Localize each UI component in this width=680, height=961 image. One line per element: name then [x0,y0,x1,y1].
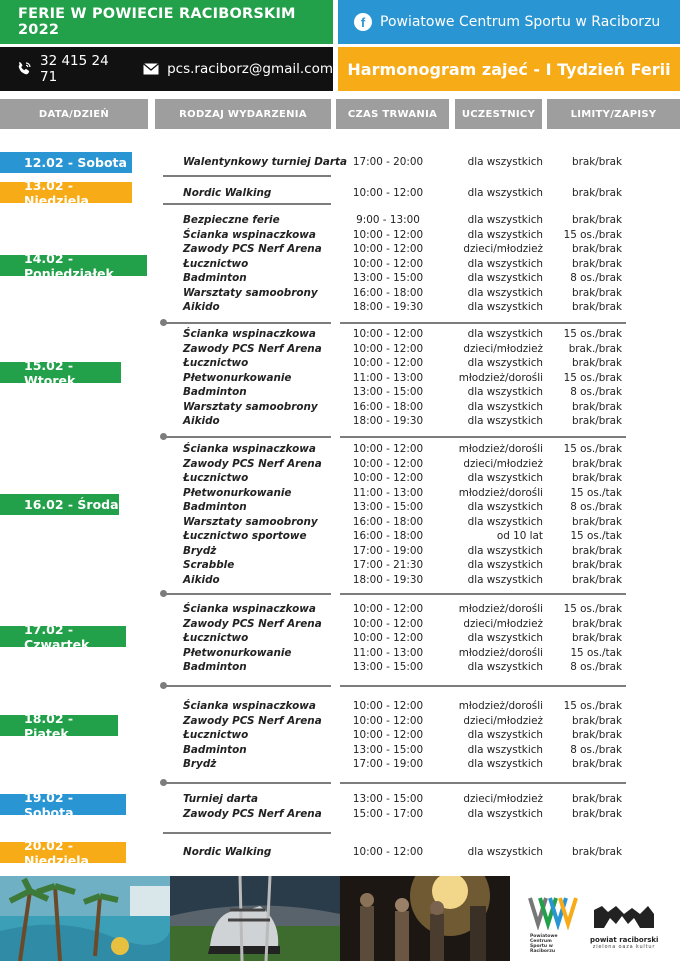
facebook-icon: f [354,13,372,31]
event-name: Łucznictwo [183,357,249,369]
event-limits: 8 os./brak [570,743,622,756]
photo-nordic-walking [170,876,340,961]
event-time: 16:00 - 18:00 [352,400,424,413]
event-row [183,327,623,342]
event-participants: dla wszystkich [467,415,543,427]
separator-dot [160,779,167,786]
event-limits: brak/brak [571,573,622,586]
event-limits: 15 os./tak [570,530,622,542]
separator-line [340,685,626,687]
event-name: Badminton [183,501,247,513]
event-limits: brak/brak [571,415,622,427]
separator-line [163,832,331,834]
event-name: Aikido [183,301,220,313]
day-label: 17.02 - Czwartek [0,626,126,647]
separator-line [163,322,331,324]
event-participants: dzieci/młodzież [463,457,543,470]
col-header-duration: CZAS TRWANIA [336,99,449,129]
event-participants: dla wszystkich [467,632,543,644]
event-name: Badminton [183,661,247,673]
event-time: 16:00 - 18:00 [352,530,424,542]
event-name: Zawody PCS Nerf Arena [183,714,322,727]
event-limits: 8 os./brak [570,501,622,513]
event-row [183,544,623,559]
event-name: Warsztaty samoobrony [183,400,318,413]
event-participants: dla wszystkich [467,743,543,756]
event-name: Scrabble [183,559,235,571]
event-time: 18:00 - 19:30 [352,415,424,427]
event-time: 10:00 - 12:00 [352,632,424,644]
event-limits: brak/brak [571,301,622,313]
event-time: 10:00 - 12:00 [352,617,424,630]
event-limits: brak/brak [571,807,622,820]
event-participants: dla wszystkich [467,501,543,513]
event-name: Brydż [183,758,217,770]
event-time: 13:00 - 15:00 [352,501,424,513]
event-row [183,414,623,429]
event-participants: dla wszystkich [467,286,543,299]
event-limits: 15 os./brak [563,228,622,241]
event-limits: brak/brak [571,286,622,299]
event-row [183,242,623,257]
event-participants: dla wszystkich [467,214,543,226]
logo-powiat-subtitle: zielona oaza kultur [592,944,656,950]
event-time: 13:00 - 15:00 [352,386,424,398]
event-row [183,271,623,286]
event-limits: brak/brak [571,457,622,470]
event-time: 11:00 - 13:00 [352,486,424,499]
day-label: 16.02 - Środa [0,494,119,515]
event-row [183,457,623,472]
col-header-limits: LIMITY/ZAPISY [547,99,680,129]
event-time: 13:00 - 15:00 [352,272,424,284]
event-time: 16:00 - 18:00 [352,286,424,299]
event-row [183,442,623,457]
event-time: 10:00 - 12:00 [352,243,424,255]
event-limits: brak/brak [571,243,622,255]
event-participants: dla wszystkich [467,661,543,673]
event-limits: 15 os./brak [563,328,622,340]
event-row [183,400,623,415]
event-limits: brak/brak [571,214,622,226]
event-limits: brak/brak [571,617,622,630]
separator-line [340,322,626,324]
event-limits: brak/brak [571,472,622,484]
event-row [183,486,623,501]
event-participants: dla wszystkich [467,386,543,398]
event-limits: brak/brak [571,357,622,369]
header-title: FERIE W POWIECIE RACIBORSKIM 2022 [0,0,333,44]
contact-bar [0,47,333,91]
event-limits: brak/brak [571,729,622,741]
event-row [183,714,623,729]
event-row [183,186,623,201]
mail-icon [143,63,159,75]
event-participants: młodzież/dorośli [458,700,543,712]
event-name: Ścianka wspinaczkowa [183,328,316,340]
event-name: Walentynkowy turniej Darta [183,156,347,168]
separator-dot [160,433,167,440]
event-participants: młodzież/dorośli [458,646,543,659]
event-time: 18:00 - 19:30 [352,301,424,313]
event-time: 10:00 - 12:00 [352,846,424,858]
event-limits: brak/brak [571,187,622,199]
event-name: Warsztaty samoobrony [183,286,318,299]
event-name: Łucznictwo [183,472,249,484]
event-participants: od 10 lat [496,530,543,542]
event-participants: dzieci/młodzież [463,342,543,355]
event-limits: brak/brak [571,632,622,644]
event-row [183,529,623,544]
event-name: Badminton [183,743,247,756]
event-time: 10:00 - 12:00 [352,443,424,455]
logo-pcs [528,894,578,954]
event-row [183,385,623,400]
separator-dot [160,590,167,597]
photo-strip [0,876,510,961]
event-participants: dla wszystkich [467,301,543,313]
day-label: 19.02 - Sobota [0,794,126,815]
separator-dot [160,319,167,326]
event-name: Zawody PCS Nerf Arena [183,807,322,820]
event-name: Zawody PCS Nerf Arena [183,342,322,355]
day-label: 15.02 - Wtorek [0,362,121,383]
event-name: Ścianka wspinaczkowa [183,700,316,712]
event-row [183,228,623,243]
col-header-event: RODZAJ WYDARZENIA [155,99,331,129]
event-limits: brak/brak [571,758,622,770]
separator-dot [160,682,167,689]
event-row [183,573,623,588]
event-limits: brak/brak [571,257,622,270]
event-name: Łucznictwo sportowe [183,530,307,542]
event-participants: dla wszystkich [467,257,543,270]
event-time: 10:00 - 12:00 [352,342,424,355]
event-participants: dzieci/młodzież [463,617,543,630]
separator-line [163,782,331,784]
event-participants: dla wszystkich [467,187,543,199]
event-time: 13:00 - 15:00 [352,743,424,756]
day-label: 13.02 - Niedziela [0,182,132,203]
event-limits: 8 os./brak [570,661,622,673]
event-row [183,500,623,515]
event-participants: młodzież/dorośli [458,371,543,384]
separator-line [340,593,626,595]
separator-line [163,203,331,205]
col-header-date: DATA/DZIEŃ [0,99,148,129]
event-participants: dla wszystkich [467,228,543,241]
event-limits: 15 os./tak [570,646,622,659]
event-time: 10:00 - 12:00 [352,328,424,340]
event-time: 18:00 - 19:30 [352,573,424,586]
event-participants: dla wszystkich [467,272,543,284]
event-limits: brak/brak [571,846,622,858]
day-label: 12.02 - Sobota [0,152,132,173]
event-row [183,617,623,632]
event-limits: brak/brak [571,714,622,727]
event-row [183,845,623,860]
photo-climbing [340,876,510,961]
event-name: Badminton [183,386,247,398]
event-name: Aikido [183,573,220,586]
event-limits: 15 os./brak [563,371,622,384]
event-participants: dla wszystkich [467,729,543,741]
event-time: 13:00 - 15:00 [352,661,424,673]
event-participants: młodzież/dorośli [458,486,543,499]
event-participants: dla wszystkich [467,328,543,340]
event-participants: dla wszystkich [467,515,543,528]
event-row [183,300,623,315]
event-row [183,371,623,386]
event-name: Łucznictwo [183,729,249,741]
event-limits: brak/brak [571,400,622,413]
event-participants: dla wszystkich [467,156,543,168]
event-time: 10:00 - 12:00 [352,228,424,241]
event-participants: dzieci/młodzież [463,243,543,255]
event-row [183,213,623,228]
event-time: 10:00 - 12:00 [352,603,424,615]
event-row [183,342,623,357]
logo-pcs-text: Powiatowe Centrum Sportu w Raciborzu [530,934,558,954]
event-name: Nordic Walking [183,846,272,858]
event-time: 10:00 - 12:00 [352,257,424,270]
event-time: 17:00 - 19:00 [352,544,424,557]
event-name: Łucznictwo [183,632,249,644]
event-name: Ścianka wspinaczkowa [183,228,316,241]
event-name: Bezpieczne ferie [183,214,280,226]
event-time: 15:00 - 17:00 [352,807,424,820]
event-limits: 15 os./brak [563,700,622,712]
event-limits: 15 os./tak [570,486,622,499]
separator-line [163,593,331,595]
event-row [183,356,623,371]
event-participants: dla wszystkich [467,559,543,571]
event-participants: dla wszystkich [467,400,543,413]
event-name: Brydż [183,544,217,557]
day-label: 14.02 - Poniedziałek [0,255,147,276]
event-time: 17:00 - 19:00 [352,758,424,770]
event-participants: młodzież/dorośli [458,603,543,615]
separator-line [163,436,331,438]
event-participants: dla wszystkich [467,846,543,858]
event-row [183,602,623,617]
event-name: Warsztaty samoobrony [183,515,318,528]
event-participants: dzieci/młodzież [463,793,543,805]
logo-powiat [590,902,658,956]
event-time: 10:00 - 12:00 [352,187,424,199]
event-name: Turniej darta [183,793,259,805]
event-name: Zawody PCS Nerf Arena [183,617,322,630]
col-header-participants: UCZESTNICY [455,99,542,129]
event-row [183,699,623,714]
facebook-link[interactable] [338,0,680,44]
event-name: Płetwonurkowanie [183,371,292,384]
event-time: 9:00 - 13:00 [356,214,420,226]
event-row [183,728,623,743]
event-time: 13:00 - 15:00 [352,793,424,805]
event-name: Zawody PCS Nerf Arena [183,457,322,470]
event-row [183,807,623,822]
event-time: 17:00 - 20:00 [352,156,424,168]
event-name: Ścianka wspinaczkowa [183,603,316,615]
event-time: 11:00 - 13:00 [352,371,424,384]
event-row [183,660,623,675]
event-time: 11:00 - 13:00 [352,646,424,659]
event-limits: brak/brak [571,544,622,557]
event-time: 17:00 - 21:30 [352,559,424,571]
event-row [183,646,623,661]
facebook-name: Powiatowe Centrum Sportu w Raciborzu [380,14,661,30]
email-address[interactable]: pcs.raciborz@gmail.com [167,61,333,77]
event-row [183,515,623,530]
event-limits: brak./brak [568,342,622,355]
event-limits: 8 os./brak [570,272,622,284]
event-name: Płetwonurkowanie [183,646,292,659]
event-time: 16:00 - 18:00 [352,515,424,528]
separator-line [163,685,331,687]
schedule-title: Harmonogram zajeć - I Tydzień Ferii [338,47,680,91]
event-row [183,471,623,486]
event-limits: 15 os./brak [563,603,622,615]
event-participants: dla wszystkich [467,807,543,820]
event-row [183,558,623,573]
event-limits: 8 os./brak [570,386,622,398]
event-name: Aikido [183,415,220,427]
event-participants: dla wszystkich [467,573,543,586]
event-limits: brak/brak [571,559,622,571]
event-row [183,743,623,758]
event-row [183,757,623,772]
event-name: Płetwonurkowanie [183,486,292,499]
event-name: Zawody PCS Nerf Arena [183,243,322,255]
event-row [183,155,623,170]
event-name: Badminton [183,272,247,284]
event-participants: dla wszystkich [467,544,543,557]
separator-line [340,436,626,438]
event-time: 10:00 - 12:00 [352,357,424,369]
event-time: 10:00 - 12:00 [352,472,424,484]
event-limits: brak/brak [571,793,622,805]
event-time: 10:00 - 12:00 [352,714,424,727]
event-participants: dla wszystkich [467,357,543,369]
event-time: 10:00 - 12:00 [352,729,424,741]
event-row [183,792,623,807]
event-limits: 15 os./brak [563,443,622,455]
event-row [183,631,623,646]
event-row [183,286,623,301]
event-limits: brak/brak [571,515,622,528]
event-participants: młodzież/dorośli [458,443,543,455]
event-name: Łucznictwo [183,257,249,270]
day-label: 20.02 - Niedziela [0,842,126,863]
event-name: Nordic Walking [183,187,272,199]
event-time: 10:00 - 12:00 [352,700,424,712]
event-limits: brak/brak [571,156,622,168]
phone-icon [16,61,32,77]
day-label: 18.02 - Piątek [0,715,118,736]
event-participants: dzieci/młodzież [463,714,543,727]
phone-number[interactable]: 32 415 24 71 [40,53,109,85]
logo-powiat-title: powiat raciborski [590,936,659,944]
separator-line [163,175,331,177]
event-time: 10:00 - 12:00 [352,457,424,470]
event-participants: dla wszystkich [467,758,543,770]
separator-line [340,782,626,784]
event-row [183,257,623,272]
event-participants: dla wszystkich [467,472,543,484]
event-name: Ścianka wspinaczkowa [183,443,316,455]
photo-aquapark [0,876,170,961]
